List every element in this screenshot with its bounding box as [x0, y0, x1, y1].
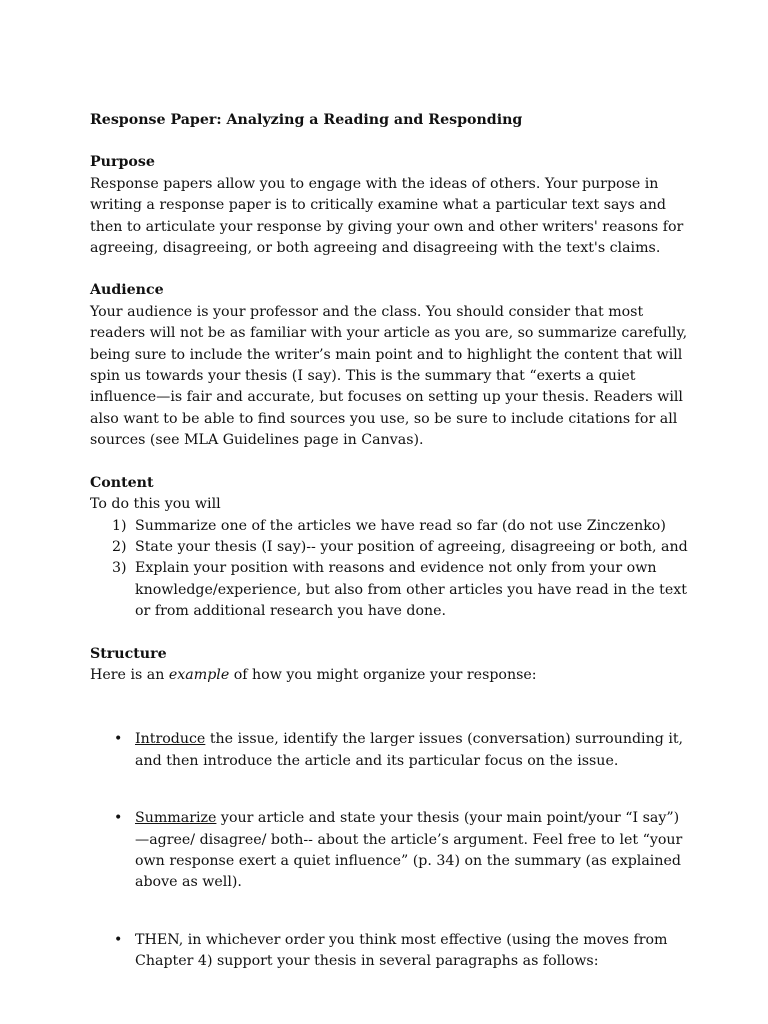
structure-intro-emphasis: example	[168, 666, 230, 683]
bullet-item-then	[90, 930, 690, 973]
bullet-item-introduce	[90, 729, 690, 772]
structure-bullet-list	[90, 729, 690, 972]
purpose-paragraph: Response papers allow you to engage with the ideas of others. Your purpose in writing a response paper is to critically examine what a particular text says and then to articulate your response by giving your own and other writers' reasons for agreeing, disagreeing, or both agreeing and disagreeing with the text's claims.	[90, 175, 684, 257]
structure-intro	[90, 665, 690, 686]
list-item-text: State your thesis (I say)-- your position of agreeing, disagreeing or both, and	[135, 538, 688, 555]
list-item-text: Summarize one of the articles we have read so far (do not use Zinczenko)	[135, 517, 666, 534]
list-item	[90, 516, 690, 537]
document-page	[90, 110, 690, 1009]
document-title: Response Paper: Analyzing a Reading and Responding	[90, 112, 523, 128]
audience-paragraph: Your audience is your professor and the class. You should consider that most readers will not be as familiar with your article as you are, so summarize carefully, being sure to include the writer’s main point and to highlight the content that will spin us towards your thesis (I say). This is the summary that “exerts a quiet influence—is fair and accurate, but focuses on setting up your thesis. Readers will also want to be able to find sources you use, so be sure to include citations for all sources (see MLA Guidelines page in Canvas).	[90, 303, 688, 449]
bullet-text: the issue, identify the larger issues (conversation) surrounding it, and then introduce the article and its particular focus on the issue.	[135, 731, 684, 769]
structure-heading: Structure	[90, 645, 167, 662]
bullet-text: your article and state your thesis (your main point/your “I say”)—agree/ disagree/ both-- about the article’s argument. Feel free to let “your own response exert a quiet influence” (p. 34) on the summary (as explained above as well).	[135, 810, 683, 891]
list-item	[90, 558, 690, 622]
list-number: 2)	[112, 538, 127, 555]
list-number: 1)	[112, 517, 127, 534]
content-list	[90, 516, 690, 623]
content-intro: To do this you will	[90, 496, 221, 513]
bullet-text: THEN, in whichever order you think most effective (using the moves from Chapter 4) support your thesis in several paragraphs as follows:	[135, 931, 668, 970]
bullet-item-summarize	[90, 808, 690, 894]
bullet-icon: •	[114, 731, 123, 748]
content-heading: Content	[90, 474, 154, 491]
list-item	[90, 537, 690, 558]
structure-intro-after: of how you might organize your response:	[229, 666, 537, 683]
structure-intro-before: Here is an	[90, 666, 169, 683]
bullet-icon: •	[114, 931, 123, 948]
bullet-lead-word: Summarize	[135, 810, 217, 827]
list-number: 3)	[112, 560, 127, 577]
bullet-icon: •	[114, 810, 123, 827]
bullet-lead-word: Introduce	[135, 731, 206, 748]
purpose-heading: Purpose	[90, 154, 155, 171]
audience-heading: Audience	[90, 282, 164, 299]
list-item-text: Explain your position with reasons and evidence not only from your own knowledge/experience, but also from other articles you have read in the text or from additional research you have done.	[135, 560, 687, 620]
